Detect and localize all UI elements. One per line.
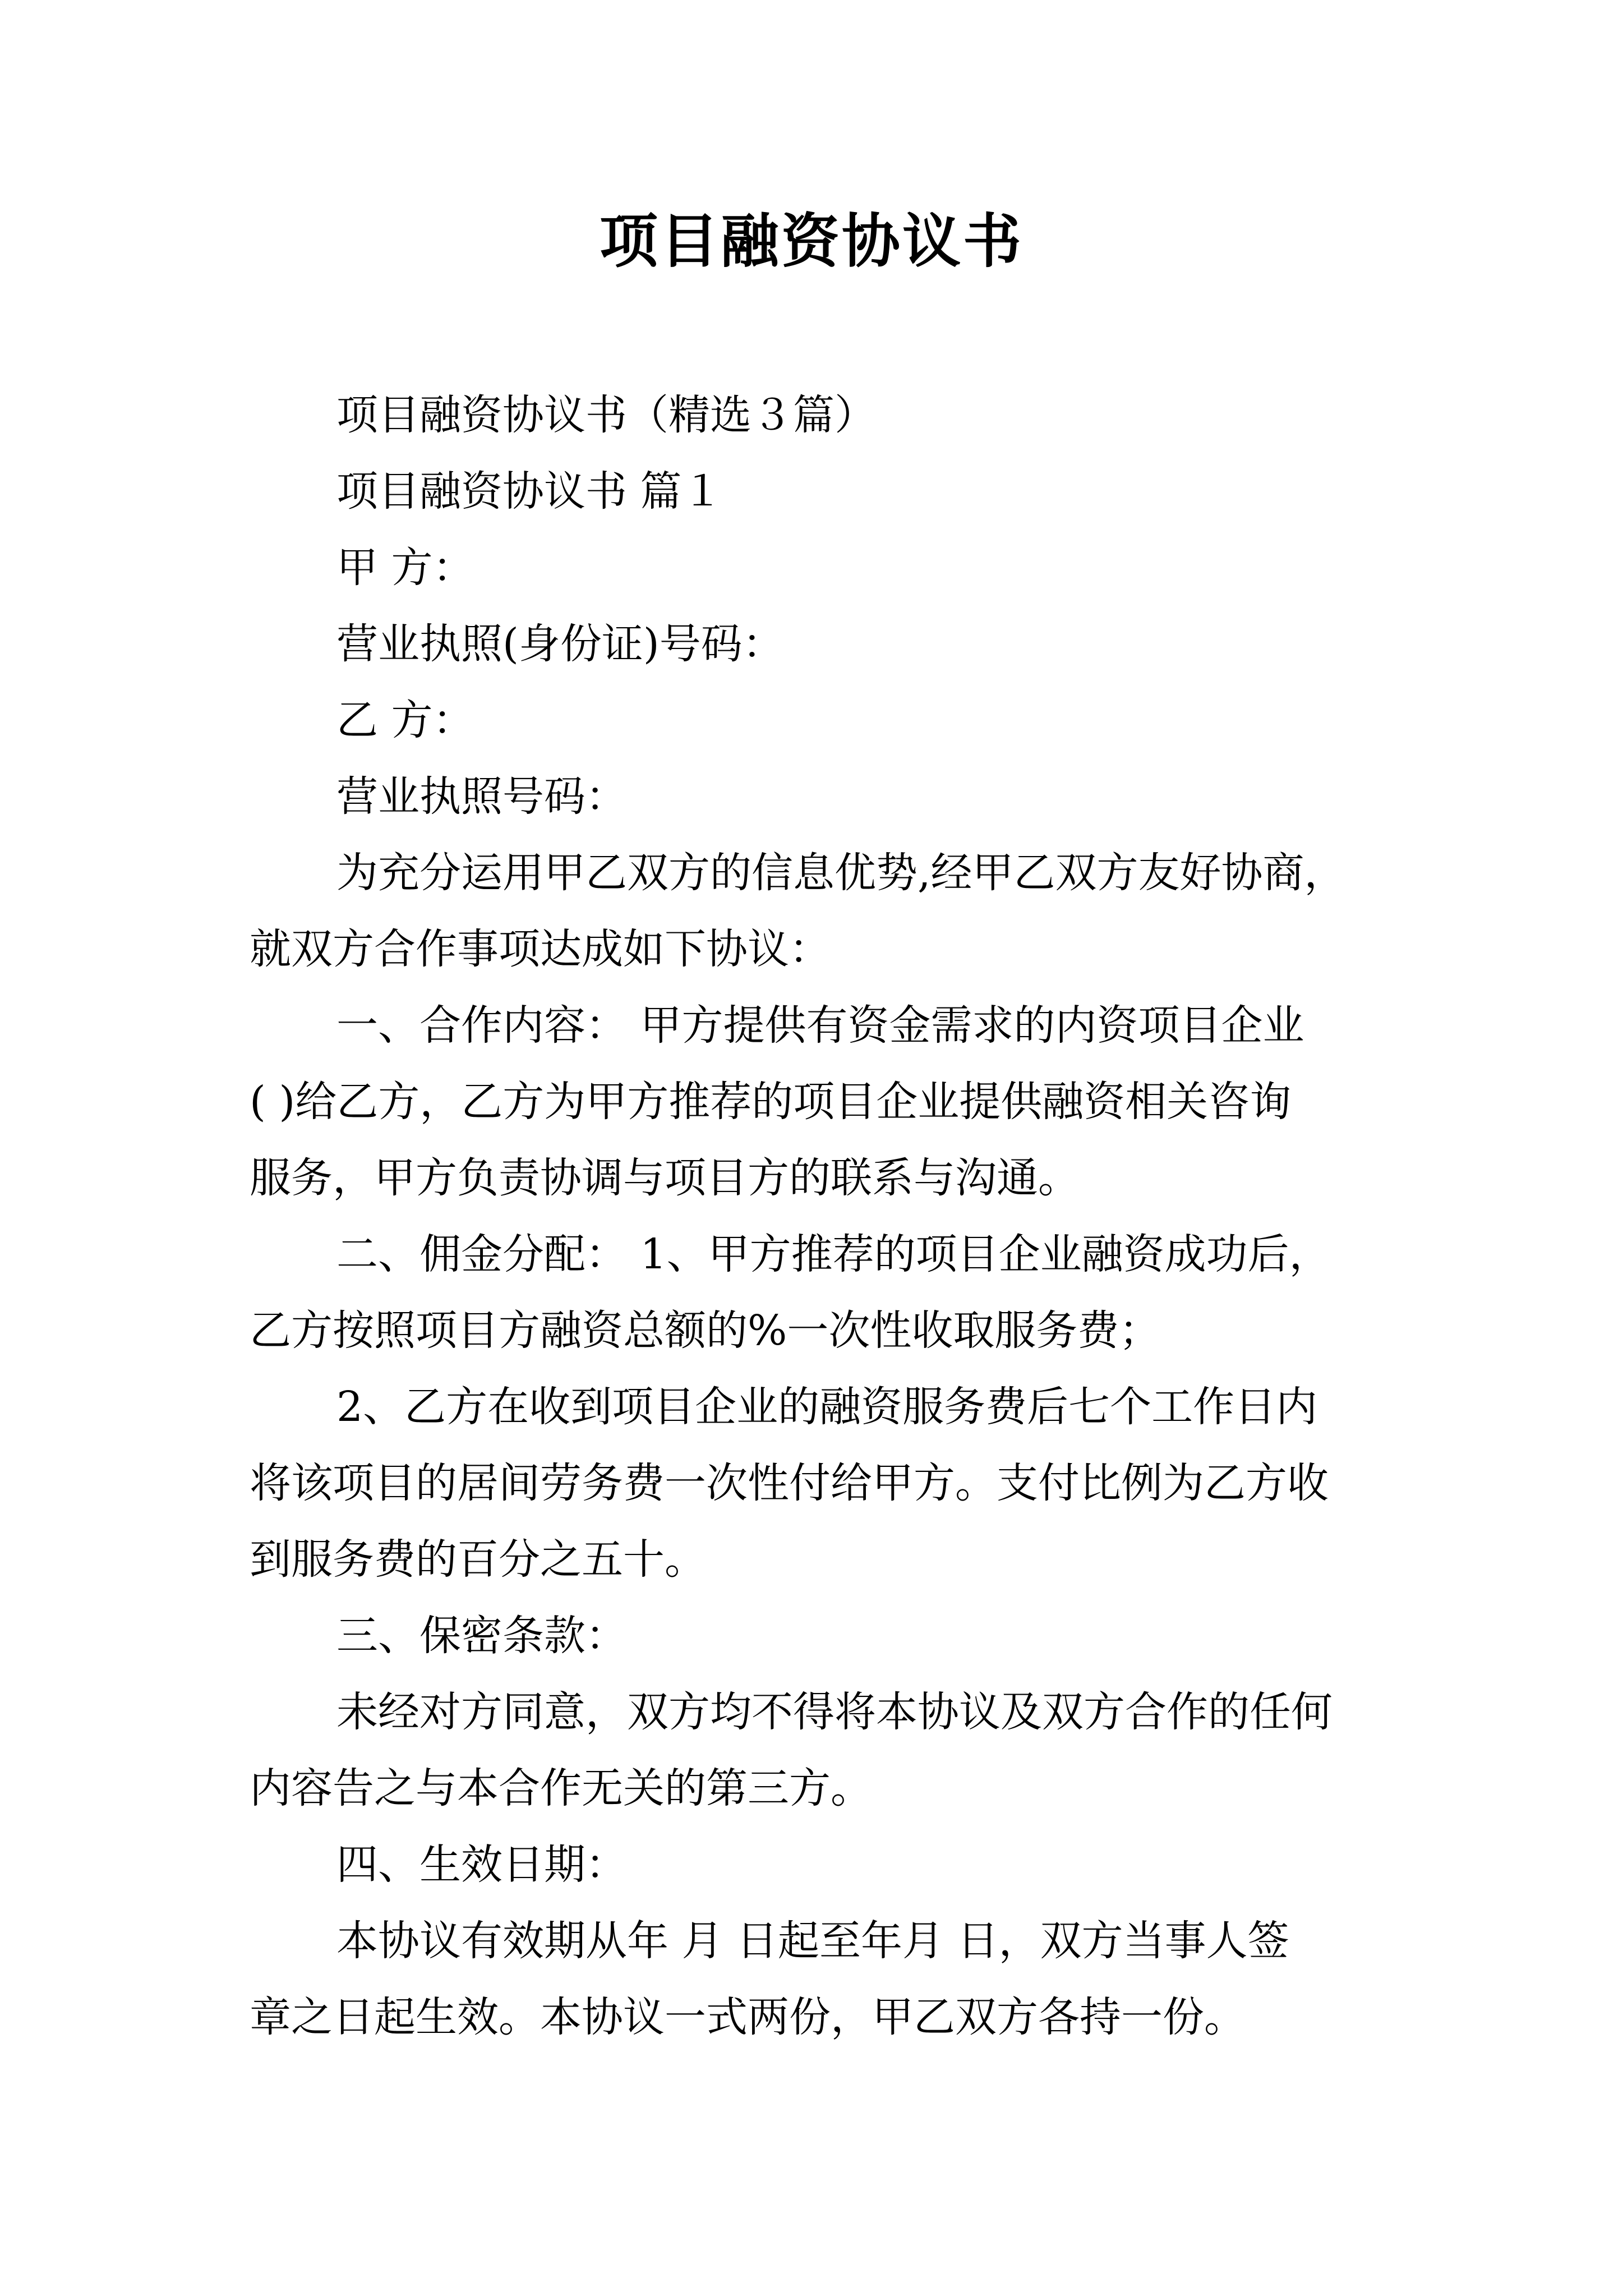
party-a-label: 甲 方： [336, 544, 474, 592]
paragraph-line: 将该项目的居间劳务费一次性付给甲方。支付比例为乙方收 [250, 1459, 1329, 1507]
party-a-license-label: 营业执照(身份证)号码： [336, 620, 784, 668]
paragraph-line: 就双方合作事项达成如下协议： [250, 925, 831, 973]
document-title: 项目融资协议书 [599, 206, 1023, 275]
paragraph-line: 四、生效日期： [336, 1841, 627, 1889]
paragraph-line: 未经对方同意，双方均不得将本协议及双方合作的任何 [336, 1688, 1332, 1736]
party-b-label: 乙 方： [336, 696, 474, 744]
paragraph-line: 2、乙方在收到项目企业的融资服务费后七个工作日内 [336, 1383, 1318, 1431]
paragraph-line: 章之日起生效。本协议一式两份，甲乙双方各持一份。 [250, 1993, 1246, 2041]
paragraph-line: 服务，甲方负责协调与项目方的联系与沟通。 [250, 1154, 1080, 1202]
party-b-license-label: 营业执照号码： [336, 772, 627, 821]
subtitle-line: 项目融资协议书（精选３篇） [336, 391, 876, 439]
paragraph-line: 一、合作内容： 甲方提供有资金需求的内资项目企业 [336, 1001, 1304, 1050]
paragraph-line: 二、佣金分配： 1、甲方推荐的项目企业融资成功后， [336, 1230, 1331, 1278]
paragraph-line: 三、保密条款： [336, 1612, 627, 1660]
paragraph-line: 本协议有效期从年 月 日起至年月 日，双方当事人签 [336, 1917, 1289, 1965]
paragraph-line: ( )给乙方，乙方为甲方推荐的项目企业提供融资相关咨询 [250, 1078, 1292, 1126]
paragraph-line: 内容告之与本合作无关的第三方。 [250, 1764, 872, 1812]
section-heading: 项目融资协议书 篇１ [336, 467, 723, 516]
paragraph-line: 乙方按照项目方融资总额的%一次性收取服务费； [250, 1306, 1161, 1355]
paragraph-line: 到服务费的百分之五十。 [250, 1535, 706, 1584]
paragraph-line: 为充分运用甲乙双方的信息优势,经甲乙双方友好协商， [336, 849, 1346, 897]
